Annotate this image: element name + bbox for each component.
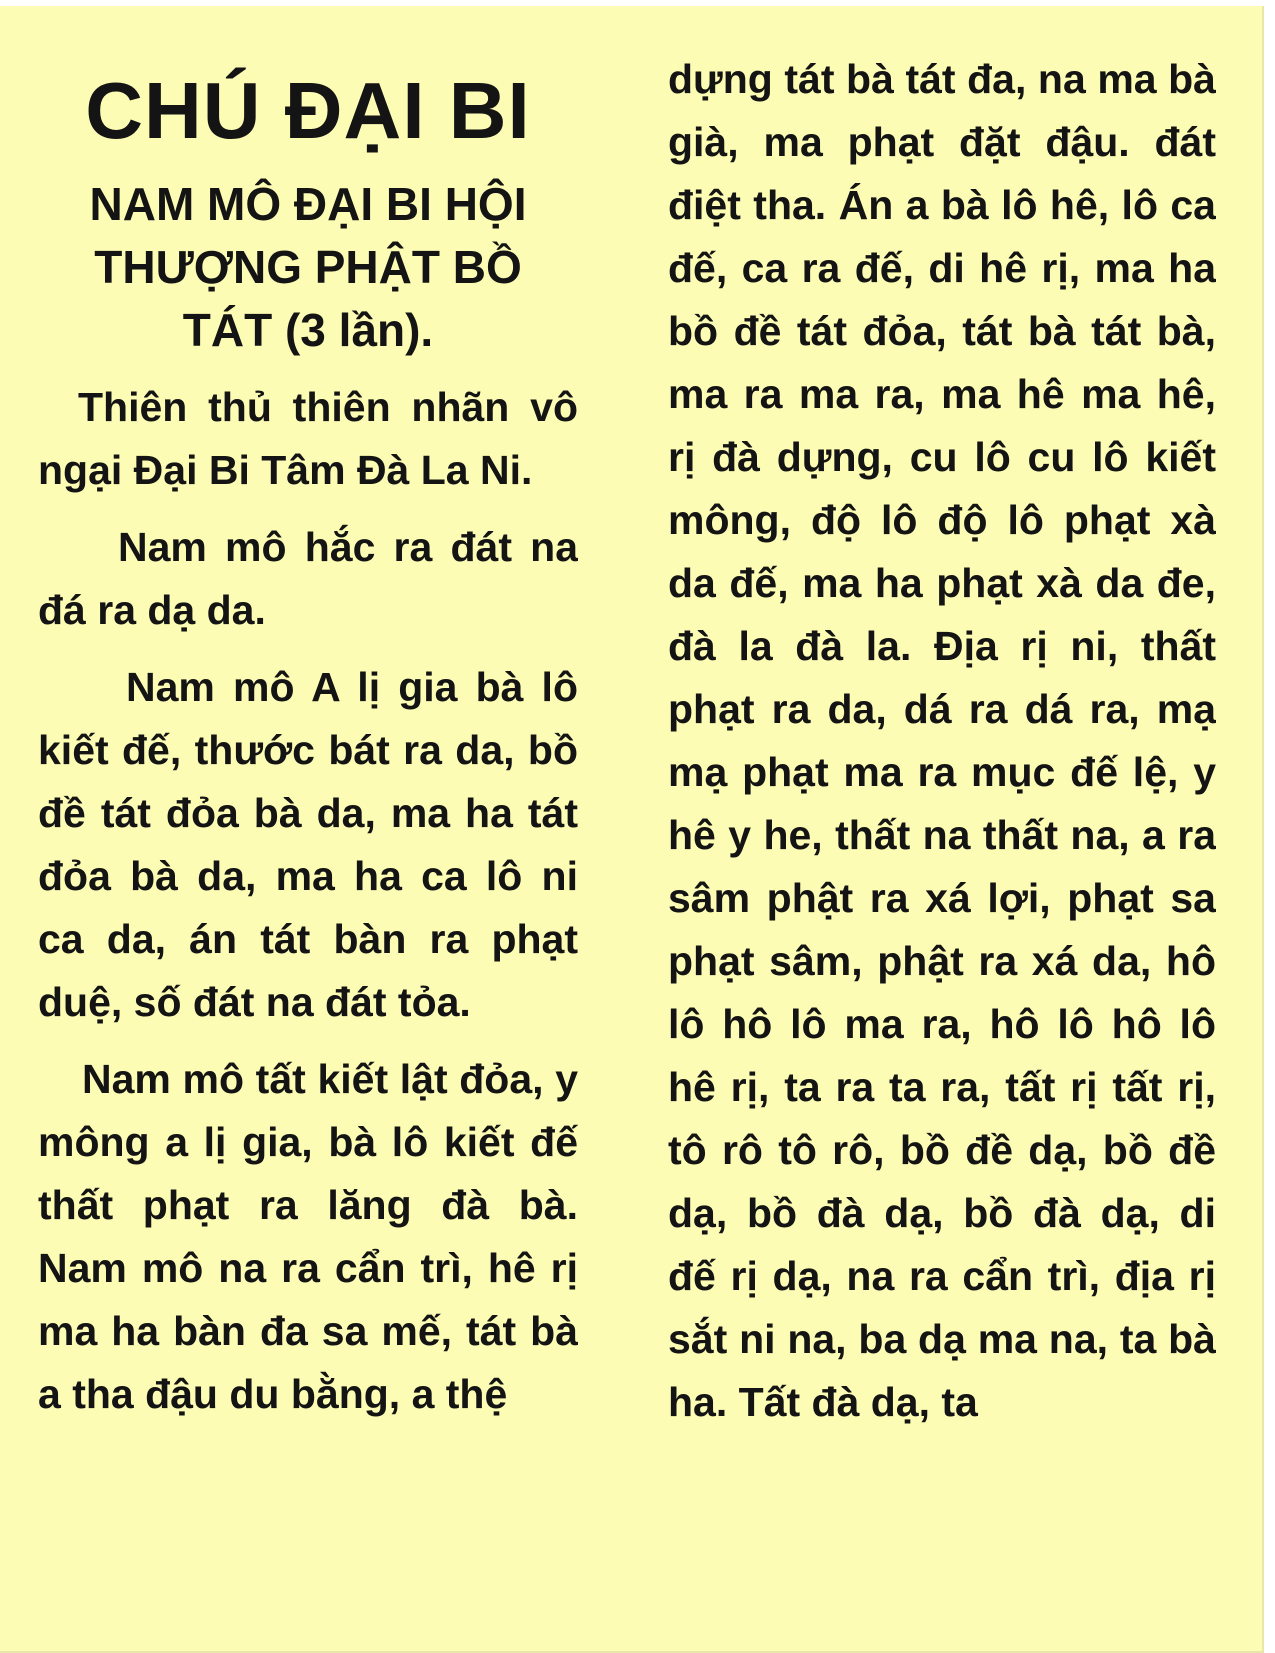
paragraph-3-continued: dựng tát bà tát đa, na ma bà già, ma phạt đặt đậu. đát điệt tha. Án a bà lô hê, lô ca đế, ca ra đế, di hê rị, ma ha bồ đề tát đỏa, tát bà tát bà, ma ra ma ra, ma hê ma hê, rị đà dựng, cu lô cu lô kiết mông, độ lô độ lô phạt xà da đế, ma ha phạt xà da đe, đà la đà la. Địa rị ni, thất phạt ra da, dá ra dá ra, mạ mạ phạt ma ra mục đế lệ, y hê y he, thất na thất na, a ra sâm phật ra xá lợi, phạt sa phạt sâm, phật ra xá da, hô lô hô lô ma ra, hô lô hô lô hê rị, ta ra ta ra, tất rị tất rị, tô rô tô rô, bồ đề dạ, bồ đề dạ, bồ đà dạ, bồ đà dạ, di đế rị dạ, na ra cẩn trì, địa rị sắt ni na, ba dạ ma na, ta bà ha. Tất đà dạ, ta [668,56,1216,1425]
paragraph-2: Nam mô A lị gia bà lô kiết đế, thước bát ra da, bồ đề tát đỏa bà da, ma ha tát đỏa bà da, ma ha ca lô ni ca da, án tát bàn ra phạt duệ, số đát na đát tỏa. [38,664,578,1025]
paragraph-3: Nam mô tất kiết lật đỏa, y mông a lị gia, bà lô kiết đế thất phạt ra lăng đà bà. Nam mô na ra cẩn trì, hê rị ma ha bàn đa sa mế, tát bà a tha đậu du bằng, a thệ [38,1056,578,1417]
scripture-page [0,6,1264,1653]
page-title: CHÚ ĐẠI BI [85,66,531,155]
right-column [668,48,1216,1628]
left-column [38,63,578,1623]
invocation-heading: NAM MÔ ĐẠI BI HỘI THƯỢNG PHẬT BỒ TÁT (3 lần). [89,178,527,356]
paragraph-intro: Thiên thủ thiên nhãn vô ngại Đại Bi Tâm Đà La Ni. [38,384,578,493]
paragraph-1: Nam mô hắc ra đát na đá ra dạ da. [38,524,578,633]
